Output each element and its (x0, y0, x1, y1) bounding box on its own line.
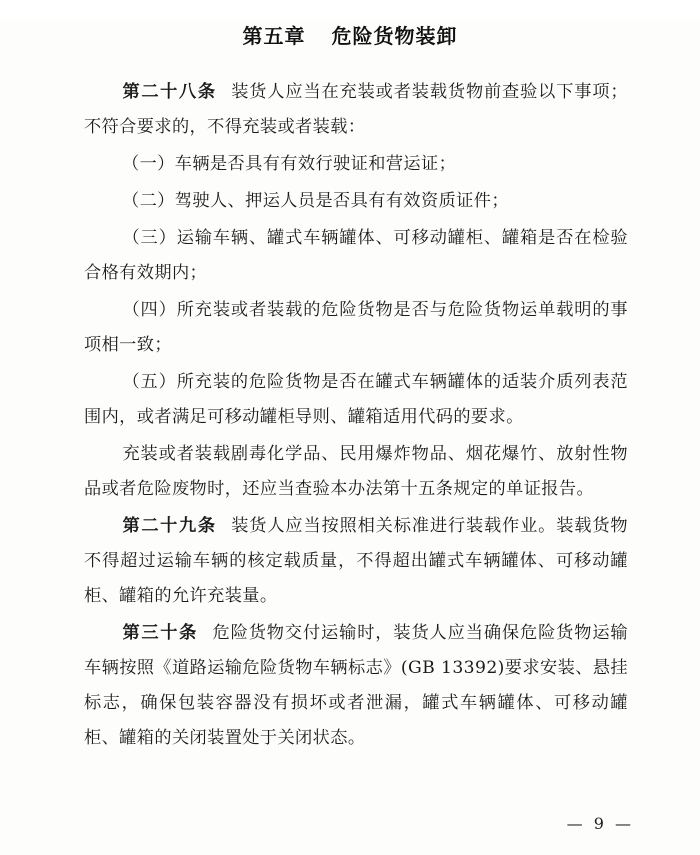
paragraph-text: 充装或者装载剧毒化学品、民用爆炸物品、烟花爆竹、放射性物品或者危险废物时，还应当查验本办法第十五条规定的单证报告。 (84, 444, 628, 499)
paragraph-item-3 (84, 221, 628, 291)
article-label: 第二十九条 (122, 516, 217, 536)
paragraph-item-4 (84, 293, 628, 363)
paragraph-text: （一）车辆是否具有有效行驶证和营运证； (122, 154, 457, 174)
paragraph-text: 装货人应当在充装或者装载货物前查验以下事项；不符合要求的，不得充装或者装载： (84, 82, 628, 137)
chapter-title-text: 危险货物装卸 (331, 24, 458, 48)
paragraph-item-1 (84, 147, 628, 182)
page-title (0, 20, 700, 49)
paragraph-text: （四）所充装或者装载的危险货物是否与危险货物运单载明的事项相一致； (84, 300, 628, 355)
paragraph-text: 危险货物交付运输时，装货人应当确保危险货物运输车辆按照《道路运输危险货物车辆标志》(GB 13392)要求安装、悬挂标志，确保包装容器没有损坏或者泄漏，罐式车辆罐体、可移动罐柜、罐箱的关闭装置处于关闭状态。 (84, 623, 628, 748)
paragraph-item-5 (84, 365, 628, 435)
paragraph-text: （二）驾驶人、押运人员是否具有有效资质证件； (122, 191, 509, 211)
article-label: 第三十条 (122, 623, 199, 643)
paragraph-text: （三）运输车辆、罐式车辆罐体、可移动罐柜、罐箱是否在检验合格有效期内； (84, 228, 628, 283)
page-number: — 9 — (566, 814, 634, 833)
paragraph-text: （五）所充装的危险货物是否在罐式车辆罐体的适装介质列表范围内，或者满足可移动罐柜导则、罐箱适用代码的要求。 (84, 372, 628, 427)
article-label: 第二十八条 (122, 82, 217, 102)
document-page (0, 20, 700, 855)
paragraph-item-6 (84, 437, 628, 507)
paragraph-article-29 (84, 509, 628, 614)
paragraph-article-28 (84, 75, 628, 145)
paragraph-text: 装货人应当按照相关标准进行装载作业。装载货物不得超过运输车辆的核定载质量，不得超出罐式车辆罐体、可移动罐柜、罐箱的允许充装量。 (84, 516, 628, 606)
paragraph-article-30 (84, 616, 628, 756)
paragraph-item-2 (84, 184, 628, 219)
document-body (84, 75, 628, 756)
chapter-number: 第五章 (242, 24, 306, 48)
